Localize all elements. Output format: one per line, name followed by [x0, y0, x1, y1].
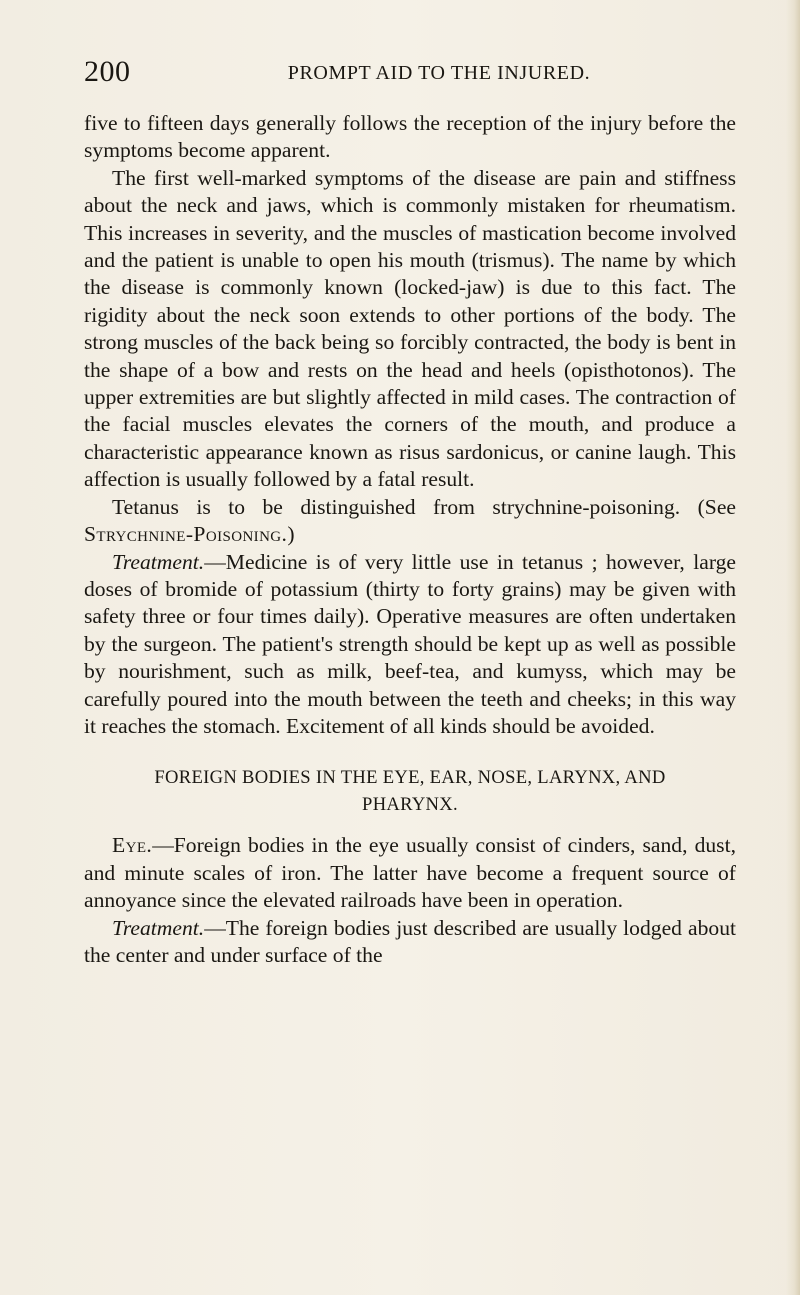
page-number: 200 [84, 55, 131, 88]
section-heading [84, 740, 736, 832]
paragraph-eye [84, 832, 736, 914]
paragraph-treatment-eye [84, 915, 736, 970]
paragraph-symptoms: The first well-marked symptoms of the disease are pain and stiffness about the neck and jaws, which is commonly mistaken for rheumatism. This increases in severity, and the muscles of mastication become involved and the patient is unable to open his mouth (trismus). The name by which the disease is commonly known (locked-jaw) is due to this fact. The rigidity about the neck soon extends to other portions of the body. The strong muscles of the back being so forcibly contracted, the body is bent in the shape of a bow and rests on the head and heels (opisthotonos). The upper extremities are but slightly affected in mild cases. The contraction of the facial muscles elevates the corners of the mouth, and produce a characteristic appearance known as risus sardonicus, or canine laugh. This affection is usually followed by a fatal result. [84, 165, 736, 492]
treatment-eye-text: —The foreign bodies just described are usually lodged about the center and under surface of the [84, 915, 736, 967]
section-heading-line1: FOREIGN BODIES IN THE EYE, EAR, NOSE, LARYNX, AND [154, 767, 666, 789]
treatment-eye-label: Treatment. [112, 915, 205, 940]
page-edge-shadow [786, 0, 800, 1295]
eye-label: Eye. [112, 833, 153, 858]
paragraph-distinguish-end: ) [287, 522, 295, 547]
cross-reference-strychnine: Strychnine-Poisoning. [84, 522, 288, 547]
section-heading-line2: PHARYNX. [362, 794, 458, 816]
paragraph-treatment-tetanus [84, 549, 736, 741]
paragraph-continued: five to fifteen days generally follows the reception of the injury before the symptoms become apparent. [84, 111, 736, 163]
body-text [84, 110, 736, 969]
treatment-text: —Medicine is of very little use in tetanus ; however, large doses of bromide of potassium (thirty to forty grains) may be given with safety three or four times daily). Operative measures are often undertaken by the surgeon. The patient's strength should be kept up as well as possible by nourishment, such as milk, beef-tea, and kumyss, which may be carefully poured into the mouth between the teeth and cheeks; in this way it reaches the stomach. Excitement of all kinds should be avoided. [84, 549, 736, 738]
treatment-label: Treatment. [112, 549, 205, 574]
paragraph-distinguish [84, 494, 736, 549]
paragraph-distinguish-text: Tetanus is to be distinguished from strychnine-poisoning. (See [112, 494, 736, 519]
page-header [84, 52, 734, 92]
eye-text: —Foreign bodies in the eye usually consist of cinders, sand, dust, and minute scales of iron. The latter have become a frequent source of annoyance since the elevated railroads have been in operation. [84, 833, 736, 913]
running-title: PROMPT AID TO THE INJURED. [287, 62, 591, 84]
